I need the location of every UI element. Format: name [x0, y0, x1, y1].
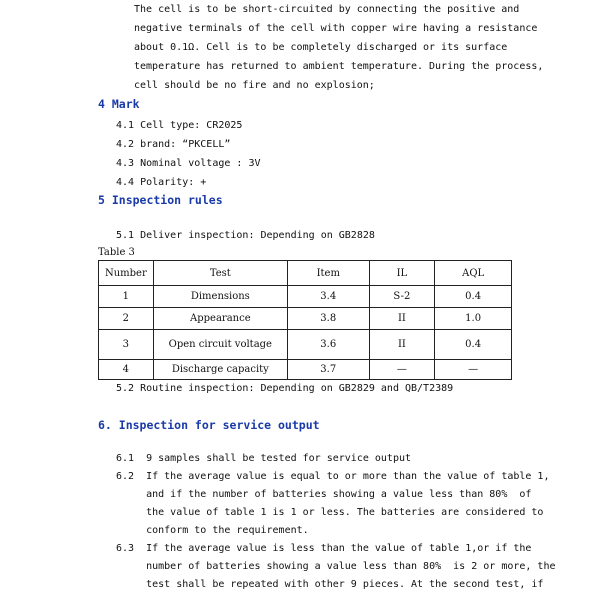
service-line: number of batteries showing a value less than 80% is 2 or more, the — [116, 561, 556, 572]
intro-line: about 0.1Ω. Cell is to be completely discharged or its surface — [134, 42, 508, 53]
cell-number: 4 — [99, 360, 154, 380]
cell-test: Dimensions — [153, 286, 287, 308]
table-row — [99, 308, 512, 330]
intro-line: temperature has returned to ambient temperature. During the process, — [134, 61, 544, 72]
mark-item: 4.1 Cell type: CR2025 — [116, 120, 243, 131]
cell-item: 3.6 — [287, 330, 369, 360]
cell-aql: 1.0 — [435, 308, 512, 330]
cell-test: Discharge capacity — [153, 360, 287, 380]
cell-aql: — — [435, 360, 512, 380]
cell-number: 1 — [99, 286, 154, 308]
table-caption: Table 3 — [98, 247, 135, 258]
cell-il: — — [369, 360, 435, 380]
intro-line: negative terminals of the cell with copper wire having a resistance — [134, 23, 538, 34]
cell-item: 3.8 — [287, 308, 369, 330]
cell-il: S-2 — [369, 286, 435, 308]
service-line: test shall be repeated with other 9 pieces. At the second test, if — [116, 579, 544, 590]
intro-line: cell should be no fire and no explosion; — [134, 80, 375, 91]
cell-il: II — [369, 330, 435, 360]
cell-il: II — [369, 308, 435, 330]
column-header-test: Test — [153, 261, 287, 286]
mark-item: 4.2 brand: “PKCELL” — [116, 139, 231, 150]
routine-inspection-text: 5.2 Routine inspection: Depending on GB2829 and QB/T2389 — [116, 383, 454, 394]
table-row — [99, 330, 512, 360]
table-header-row — [99, 261, 512, 286]
cell-number: 3 — [99, 330, 154, 360]
service-line: the value of table 1 is 1 or less. The batteries are considered to — [116, 507, 544, 518]
intro-line: The cell is to be short-circuited by connecting the positive and — [134, 4, 520, 15]
inspection-table — [98, 260, 512, 380]
cell-item: 3.4 — [287, 286, 369, 308]
cell-test: Appearance — [153, 308, 287, 330]
service-heading: 6. Inspection for service output — [98, 418, 320, 432]
column-header-number: Number — [99, 261, 154, 286]
cell-aql: 0.4 — [435, 286, 512, 308]
cell-number: 2 — [99, 308, 154, 330]
table-row — [99, 360, 512, 380]
column-header-aql: AQL — [435, 261, 512, 286]
column-header-il: IL — [369, 261, 435, 286]
mark-item: 4.3 Nominal voltage : 3V — [116, 158, 261, 169]
service-line: conform to the requirement. — [116, 525, 309, 536]
cell-aql: 0.4 — [435, 330, 512, 360]
deliver-inspection-text: 5.1 Deliver inspection: Depending on GB2828 — [116, 230, 375, 241]
service-line: 6.1 9 samples shall be tested for service output — [116, 453, 412, 464]
service-line: 6.2 If the average value is equal to or more than the value of table 1, — [116, 471, 550, 482]
mark-item: 4.4 Polarity: + — [116, 177, 207, 188]
cell-item: 3.7 — [287, 360, 369, 380]
inspection-heading: 5 Inspection rules — [98, 193, 223, 207]
mark-heading: 4 Mark — [98, 97, 140, 111]
service-line: and if the number of batteries showing a value less than 80% of — [116, 489, 532, 500]
table-row — [99, 286, 512, 308]
cell-test: Open circuit voltage — [153, 330, 287, 360]
column-header-item: Item — [287, 261, 369, 286]
service-line: 6.3 If the average value is less than the value of table 1,or if the — [116, 543, 532, 554]
